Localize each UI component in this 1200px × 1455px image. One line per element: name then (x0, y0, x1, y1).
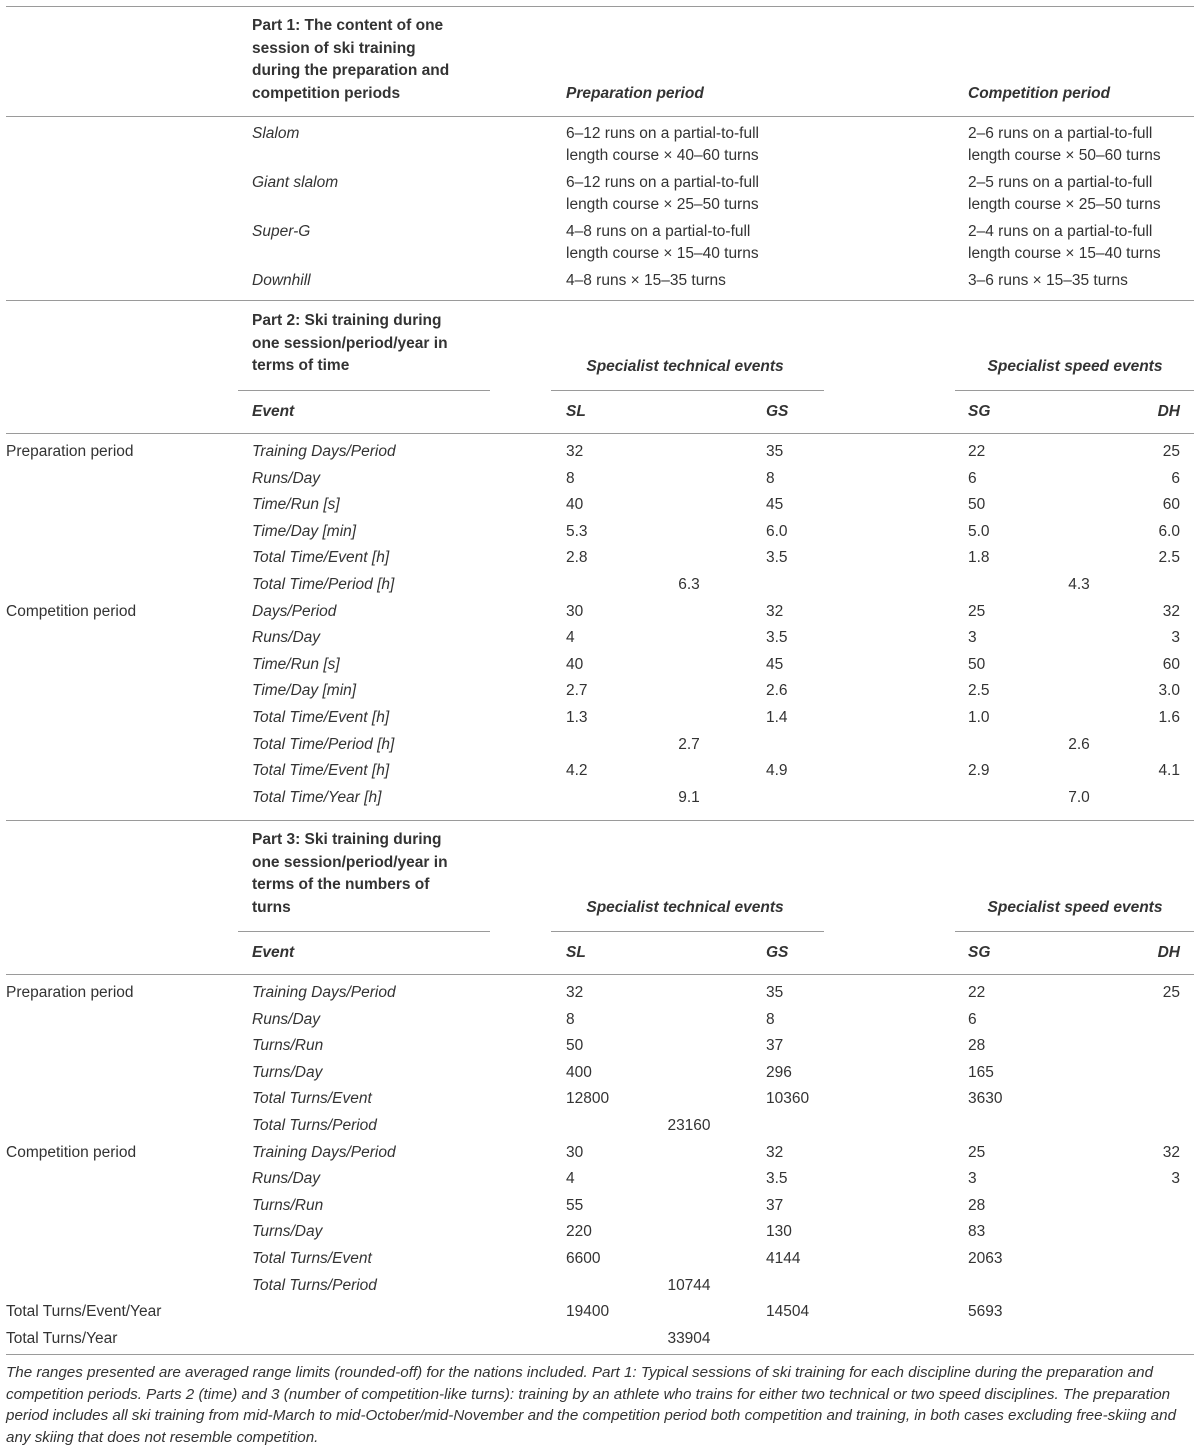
part3-row-label: Turns/Run (252, 1037, 324, 1055)
part1-bottom-rule (6, 300, 1194, 301)
part1-event-name: Giant slalom (252, 174, 339, 191)
part3-cell-sl: 12800 (566, 1090, 610, 1108)
part2-cell-sl: 2.8 (566, 549, 588, 567)
part2-cell-sl: 8 (566, 469, 575, 487)
part2-cell-gs: 2.6 (766, 682, 788, 700)
part2-period-label: Preparation period (6, 443, 134, 460)
part2-cell-dh: 1.6 (1158, 709, 1180, 726)
part1-prep-text: length course × 25–50 turns (566, 196, 759, 213)
part2-row-label: Total Time/Year [h] (252, 788, 382, 806)
part1-prep-text: 4–8 runs × 15–35 turns (566, 272, 726, 289)
part3-row-label: Turns/Day (252, 1063, 323, 1081)
part3-cell-sg: 25 (968, 1143, 986, 1161)
part3-cell-gs: 35 (766, 984, 784, 1001)
part2-cell-dh: 3 (1171, 629, 1180, 647)
part1-comp-text: 2–6 runs on a partial-to-full (968, 125, 1153, 142)
part3-period-label: Preparation period (6, 984, 134, 1001)
part3-row-label: Training Days/Period (252, 984, 396, 1001)
part2-cell-technical-total: 9.1 (678, 788, 700, 806)
part3-col-sl: SL (566, 944, 586, 961)
part3-cell-sl: 50 (566, 1037, 584, 1055)
part2-cell-gs: 1.4 (766, 709, 788, 726)
part1-header-rule (6, 116, 1194, 117)
part3-cell-sl: 32 (566, 984, 584, 1001)
part2-col-sg: SG (968, 403, 991, 420)
part2-cell-sl: 4.2 (566, 762, 588, 780)
part2-group-speed: Specialist speed events (987, 358, 1163, 375)
part2-group-technical: Specialist technical events (586, 358, 784, 375)
part2-cell-sg: 2.5 (968, 682, 990, 700)
part3-cell-gs: 10360 (766, 1090, 810, 1108)
part2-cell-dh: 2.5 (1158, 549, 1180, 567)
part2-cell-sg: 25 (968, 602, 986, 620)
part1-event-name: Slalom (252, 125, 300, 142)
part2-cell-sg: 50 (968, 655, 986, 673)
table-footnote: The ranges presented are averaged range limits (rounded-off) for the nations included. Part 1: Typical sessions of ski training for each discipline during the preparation and competition periods. Parts 2 (time) and 3 (number of competition-like turns): training by an athlete who trains for either two technical or two speed disciplines. The preparation period includes all ski training from mid-March to mid-October/mid-November and the competition period both competition and training, in both cases excluding free-skiing and any skiing that does not resemble competition. (6, 1364, 1177, 1446)
part2-cell-dh: 3.0 (1158, 682, 1180, 700)
part3-cell-sg: 22 (968, 984, 986, 1001)
part3-title-line: turns (252, 898, 291, 916)
part3-cell-sl: 8 (566, 1010, 575, 1028)
part3-event-header: Event (252, 944, 295, 961)
part3-cell-gs: 296 (766, 1063, 792, 1081)
part3-cell-sg: 83 (968, 1223, 986, 1241)
part1-comp-text: length course × 15–40 turns (968, 245, 1161, 262)
part2-cell-gs: 6.0 (766, 522, 788, 540)
part3-row-label: Total Turns/Period (252, 1276, 377, 1294)
part3-cell-sg: 6 (968, 1010, 977, 1028)
part1-title-line: session of ski training (252, 39, 416, 57)
part2-cell-dh: 6.0 (1158, 522, 1180, 540)
part1-title-line: during the preparation and (252, 62, 450, 79)
part2-row-label: Training Days/Period (252, 443, 396, 460)
part2-row-label: Total Time/Event [h] (252, 762, 390, 780)
part3-period-label: Total Turns/Year (6, 1329, 118, 1347)
part2-cell-speed-total: 2.6 (1068, 735, 1090, 753)
part1-event-name: Super-G (252, 223, 311, 240)
part2-cell-dh: 32 (1162, 602, 1180, 620)
part2-cell-technical-total: 6.3 (678, 576, 700, 593)
part2-col-dh: DH (1157, 403, 1180, 420)
part3-cell-sg: 3 (968, 1170, 977, 1188)
part2-row-label: Total Time/Event [h] (252, 549, 390, 567)
part2-cell-sg: 1.0 (968, 709, 990, 726)
part2-row-label: Time/Day [min] (252, 522, 357, 540)
part2-row-label: Total Time/Period [h] (252, 576, 395, 593)
part3-cell-gs: 37 (766, 1196, 784, 1214)
part3-cell-dh: 32 (1162, 1143, 1180, 1161)
part2-period-label: Competition period (6, 602, 137, 620)
part2-col-sl: SL (566, 403, 586, 420)
part2-row-label: Runs/Day (252, 469, 321, 487)
part3-title-line: one session/period/year in (252, 853, 448, 871)
part2-cell-sg: 3 (968, 629, 977, 647)
part1-comp-text: 2–5 runs on a partial-to-full (968, 174, 1153, 191)
part2-cell-speed-total: 4.3 (1068, 576, 1090, 593)
part3-cell-technical-total: 23160 (667, 1117, 711, 1134)
part2-event-header: Event (252, 403, 295, 420)
part3-cell-sg: 28 (968, 1037, 986, 1055)
part3-title-line: terms of the numbers of (252, 876, 430, 893)
part2-header-rule (6, 433, 1194, 434)
part3-cell-gs: 130 (766, 1223, 792, 1241)
part3-bottom-rule (6, 1354, 1194, 1355)
part2-col-gs: GS (766, 403, 789, 420)
part1-prep-text: length course × 40–60 turns (566, 147, 759, 164)
part2-row-label: Days/Period (252, 602, 337, 620)
part2-cell-sg: 6 (968, 469, 977, 487)
part3-technical-header-rule (551, 931, 824, 932)
part3-period-label: Competition period (6, 1143, 137, 1161)
part1-title-line: competition periods (252, 84, 401, 102)
part3-col-gs: GS (766, 944, 789, 961)
part3-cell-gs: 4144 (766, 1250, 801, 1267)
part1-prep-text: length course × 15–40 turns (566, 245, 759, 262)
part2-cell-speed-total: 7.0 (1068, 788, 1090, 806)
part3-cell-gs: 3.5 (766, 1170, 788, 1188)
part2-speed-header-rule (955, 390, 1194, 391)
part2-cell-sl: 40 (566, 655, 584, 673)
part1-prep-text: 6–12 runs on a partial-to-full (566, 174, 760, 191)
part2-row-label: Time/Run [s] (252, 496, 340, 514)
part3-cell-dh: 25 (1162, 984, 1180, 1001)
part2-cell-sl: 1.3 (566, 709, 588, 726)
part3-row-label: Training Days/Period (252, 1143, 396, 1161)
part3-row-label: Runs/Day (252, 1170, 321, 1188)
part3-period-label: Total Turns/Event/Year (6, 1303, 162, 1321)
part3-title-line: Part 3: Ski training during (252, 831, 442, 848)
part3-cell-gs: 14504 (766, 1303, 810, 1321)
part2-title-line: Part 2: Ski training during (252, 312, 442, 329)
part3-col-dh: DH (1157, 944, 1180, 961)
part3-header-rule (6, 974, 1194, 975)
part1-col-competition: Competition period (968, 85, 1111, 102)
part3-cell-sl: 400 (566, 1063, 592, 1081)
part1-col-preparation: Preparation period (566, 85, 704, 102)
part3-row-label: Total Turns/Period (252, 1117, 377, 1134)
part2-cell-sl: 2.7 (566, 682, 588, 700)
part3-cell-sg: 28 (968, 1196, 986, 1214)
part2-row-label: Total Time/Period [h] (252, 735, 395, 753)
part2-cell-sg: 22 (968, 443, 986, 460)
part2-cell-sl: 4 (566, 629, 575, 647)
part2-row-label: Runs/Day (252, 629, 321, 647)
part3-cell-sl: 6600 (566, 1250, 601, 1267)
part1-title-line: Part 1: The content of one (252, 17, 444, 34)
part1-event-name: Downhill (252, 272, 311, 289)
part3-group-technical: Specialist technical events (586, 899, 784, 916)
part2-cell-sg: 2.9 (968, 762, 990, 780)
part1-prep-text: 6–12 runs on a partial-to-full (566, 125, 760, 142)
part3-cell-sg: 5693 (968, 1303, 1003, 1321)
part2-cell-dh: 6 (1171, 469, 1180, 487)
part2-cell-gs: 3.5 (766, 549, 788, 567)
part2-cell-technical-total: 2.7 (678, 735, 700, 753)
part3-row-label: Turns/Run (252, 1196, 324, 1214)
part3-cell-gs: 32 (766, 1143, 784, 1161)
top-rule (6, 6, 1194, 7)
part2-cell-sl: 32 (566, 443, 584, 460)
part2-title-line: terms of time (252, 357, 350, 374)
part2-cell-dh: 4.1 (1158, 762, 1180, 780)
part3-cell-sg: 165 (968, 1063, 994, 1081)
part3-cell-technical-total: 33904 (667, 1329, 711, 1347)
part1-comp-text: length course × 50–60 turns (968, 147, 1161, 164)
part2-cell-sg: 1.8 (968, 549, 990, 567)
part2-cell-sl: 5.3 (566, 522, 588, 540)
part2-cell-gs: 32 (766, 602, 784, 620)
part2-cell-gs: 35 (766, 443, 784, 460)
part2-event-header-rule (238, 390, 490, 391)
part3-cell-gs: 37 (766, 1037, 784, 1055)
part2-cell-sl: 40 (566, 496, 584, 514)
part2-row-label: Total Time/Event [h] (252, 709, 390, 726)
part3-row-label: Total Turns/Event (252, 1090, 372, 1108)
part3-speed-header-rule (955, 931, 1194, 932)
part3-cell-gs: 8 (766, 1010, 775, 1028)
part3-cell-sg: 2063 (968, 1250, 1003, 1267)
part2-cell-dh: 60 (1162, 496, 1180, 514)
part3-group-speed: Specialist speed events (987, 899, 1163, 916)
part3-row-label: Turns/Day (252, 1223, 323, 1241)
part3-row-label: Total Turns/Event (252, 1250, 372, 1267)
part1-prep-text: 4–8 runs on a partial-to-full (566, 223, 751, 240)
part3-row-label: Runs/Day (252, 1010, 321, 1028)
part2-cell-gs: 45 (766, 496, 784, 514)
part2-row-label: Time/Run [s] (252, 655, 340, 673)
part3-cell-technical-total: 10744 (667, 1276, 711, 1294)
part2-cell-gs: 45 (766, 655, 784, 673)
part3-cell-sl: 55 (566, 1196, 584, 1214)
part3-cell-sl: 19400 (566, 1303, 610, 1321)
part2-cell-dh: 60 (1162, 655, 1180, 673)
part2-cell-gs: 3.5 (766, 629, 788, 647)
part2-cell-gs: 4.9 (766, 762, 788, 780)
part3-event-header-rule (238, 931, 490, 932)
part3-col-sg: SG (968, 944, 991, 961)
part2-cell-sg: 5.0 (968, 522, 990, 540)
part3-cell-sl: 220 (566, 1223, 592, 1241)
part2-cell-sl: 30 (566, 602, 584, 620)
part2-cell-dh: 25 (1162, 443, 1180, 460)
part2-title-line: one session/period/year in (252, 334, 448, 352)
part1-comp-text: length course × 25–50 turns (968, 196, 1161, 213)
part3-cell-sl: 4 (566, 1170, 575, 1188)
part3-cell-sg: 3630 (968, 1090, 1003, 1108)
part2-technical-header-rule (551, 390, 824, 391)
part3-cell-dh: 3 (1171, 1170, 1180, 1188)
part1-comp-text: 2–4 runs on a partial-to-full (968, 223, 1153, 240)
part2-cell-sg: 50 (968, 496, 986, 514)
part2-bottom-rule (6, 820, 1194, 821)
part1-comp-text: 3–6 runs × 15–35 turns (968, 272, 1128, 289)
part2-cell-gs: 8 (766, 469, 775, 487)
part3-cell-sl: 30 (566, 1143, 584, 1161)
part2-row-label: Time/Day [min] (252, 682, 357, 700)
